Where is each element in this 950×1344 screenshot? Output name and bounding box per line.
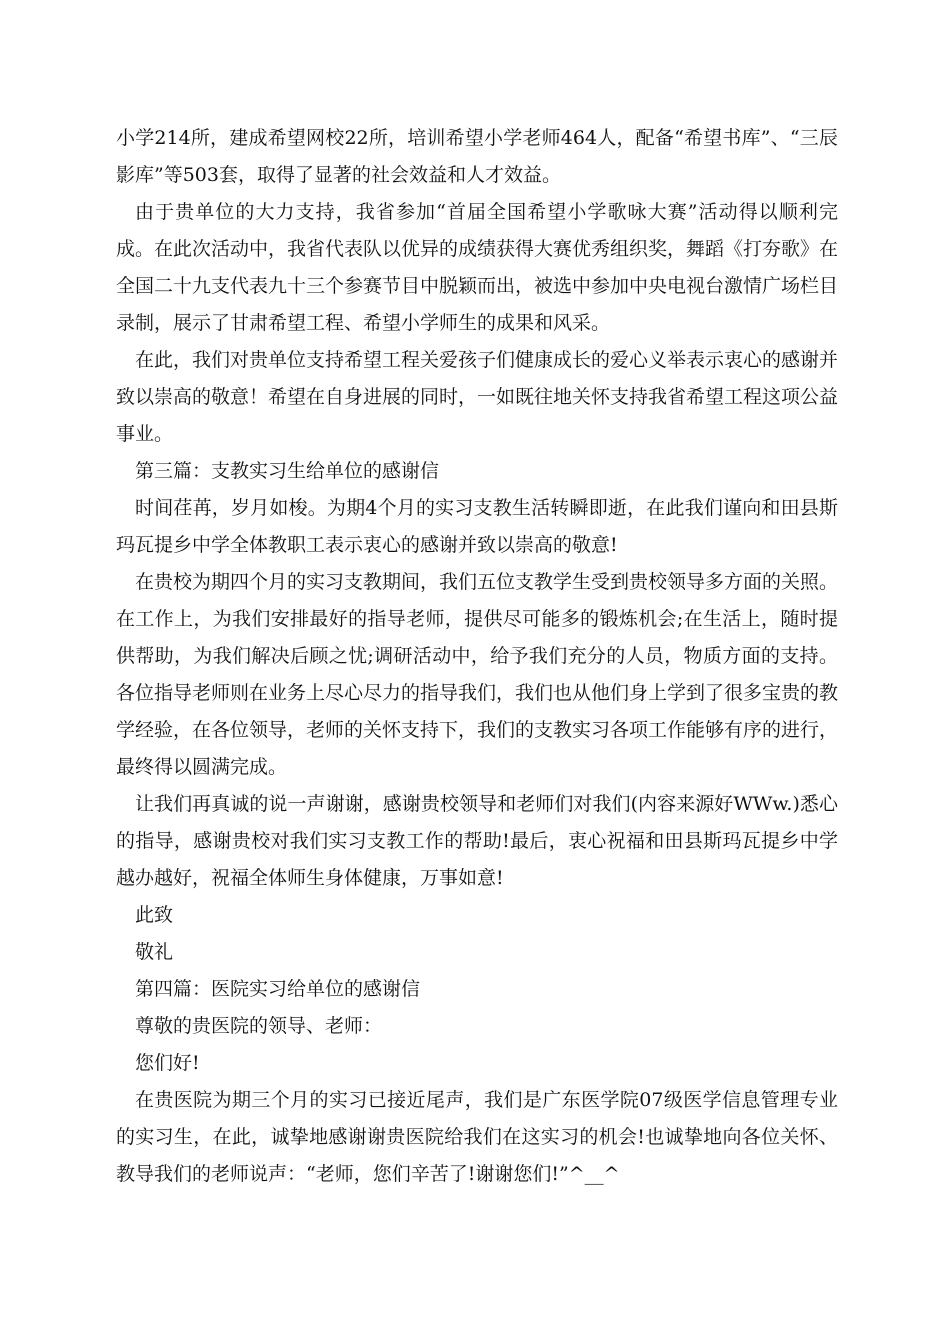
paragraph-thanks-again: 让我们再真诚的说一声谢谢，感谢贵校领导和老师们对我们(内容来源好WWw.)悉心的指导，感谢贵校对我们实习支教工作的帮助!最后，衷心祝福和田县斯玛瓦提乡中学越办越好，祝福全体师生身体健康，万事如意!: [116, 793, 838, 889]
paragraph-singing-contest: 由于贵单位的大力支持，我省参加“首届全国希望小学歌咏大赛”活动得以顺利完成。在此次活动中，我省代表队以优异的成绩获得大赛优秀组织奖，舞蹈《打夯歌》在全国二十九支代表九十三个参赛节目中脱颖而出，被选中参加中央电视台激情广场栏目录制，展示了甘肃希望工程、希望小学师生的成果和风采。: [116, 201, 839, 334]
paragraph-time-passes: 时间荏苒，岁月如梭。为期4个月的实习支教生活转瞬即逝，在此我们谨向和田县斯玛瓦提乡中学全体教职工表示衷心的感谢并致以崇高的敬意!: [116, 497, 838, 556]
salutation: 尊敬的贵医院的领导、老师：: [135, 1015, 383, 1037]
paragraph-gratitude: 在此，我们对贵单位支持希望工程关爱孩子们健康成长的爱心义举表示衷心的感谢并致以崇高的敬意！希望在自身进展的同时，一如既往地关怀支持我省希望工程这项公益事业。: [116, 349, 839, 445]
section-heading-fourth: 第四篇：医院实习给单位的感谢信: [135, 978, 421, 1000]
paragraph-hospital-internship: 在贵医院为期三个月的实习已接近尾声，我们是广东医学院07级医学信息管理专业的实习生，在此，诚挚地感谢谢贵医院给我们在这实习的机会!也诚挚地向各位关怀、教导我们的老师说声：“老师，您们辛苦了!谢谢您们!”^__^: [116, 1089, 838, 1185]
paragraph-internship-support: 在贵校为期四个月的实习支教期间，我们五位支教学生受到贵校领导多方面的关照。在工作上，为我们安排最好的指导老师，提供尽可能多的锻炼机会;在生活上，随时提供帮助，为我们解决后顾之忧;调研活动中，给予我们充分的人员，物质方面的支持。各位指导老师则在业务上尽心尽力的指导我们，我们也从他们身上学到了很多宝贵的教学经验，在各位领导，老师的关怀支持下，我们的支教实习各项工作能够有序的进行，最终得以圆满完成。: [116, 571, 839, 778]
document-body: [116, 120, 838, 1193]
closing-cizhi: 此致: [135, 904, 174, 926]
closing-jingli: 敬礼: [135, 941, 174, 963]
greeting: 您们好!: [135, 1052, 200, 1074]
section-heading-third: 第三篇：支教实习生给单位的感谢信: [135, 460, 440, 482]
paragraph-continued-stats: 小学214所，建成希望网校22所，培训希望小学老师464人，配备“希望书库”、“三辰影库”等503套，取得了显著的社会效益和人才效益。: [116, 127, 838, 186]
